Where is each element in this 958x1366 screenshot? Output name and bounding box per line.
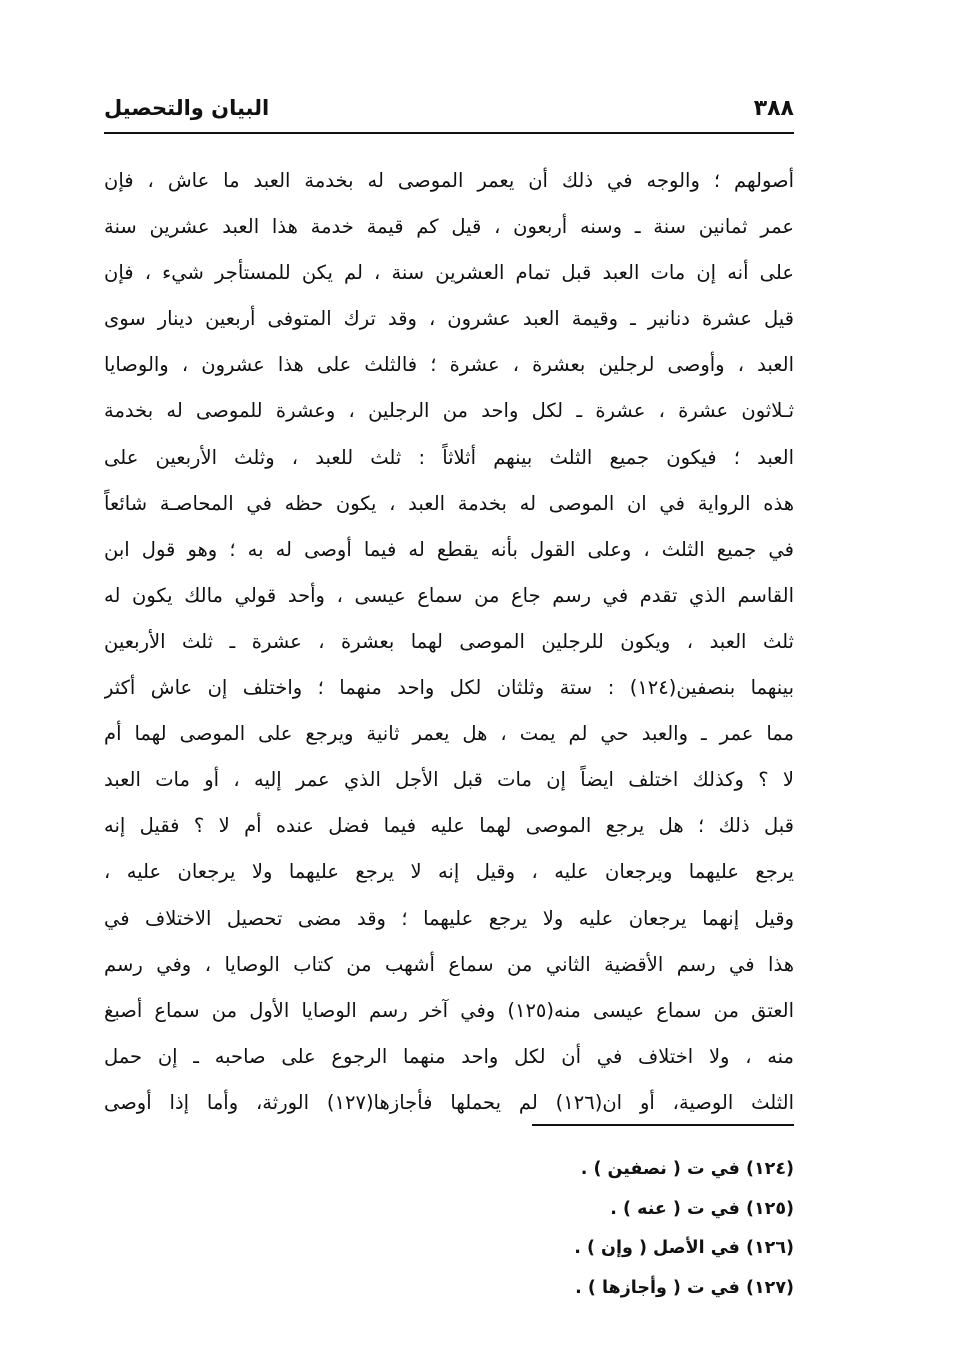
footnotes: [294, 1150, 794, 1308]
header-rule: [104, 132, 794, 134]
body-text: [104, 158, 794, 1126]
text-line: أصولهم ؛ والوجه في ذلك أن يعمر الموصى له بخدمة العبد ما عاش ، فإن: [104, 169, 794, 192]
text-line: بينهما بنصفين(١٢٤) : ستة وثلثان لكل واحد منهما ؛ واختلف إن عاش أكثر: [104, 676, 794, 700]
text-line: في جميع الثلث ، وعلى القول بأنه يقطع له فيما أوصى له به ؛ وهو قول ابن: [104, 537, 794, 561]
text-line: العبد ، وأوصى لرجلين بعشرة ، عشرة ؛ فالثلث على هذا عشرون ، والوصايا: [104, 353, 794, 377]
footnote-126: (١٢٦) في الأصل ( وإن ) .: [574, 1238, 794, 1258]
text-line: مما عمر ـ والعبد حي لم يمت ، هل يعمر ثانية ويرجع على الموصى لهما أم: [104, 722, 794, 746]
text-line: على أنه إن مات العبد قبل تمام العشرين سنة ، لم يكن للمستأجر شيء ، فإن: [104, 261, 794, 285]
text-line: قيل عشرة دنانير ـ وقيمة العبد عشرون ، وقد ترك المتوفى أربعين دينار سوى: [104, 307, 794, 331]
text-line: القاسم الذي تقدم في رسم جاع من سماع عيسى ، وأحد قولي مالك يكون له: [104, 583, 794, 607]
page-header: [104, 96, 794, 130]
footnote-rule: [532, 1124, 794, 1126]
text-line: عمر ثمانين سنة ـ وسنه أربعون ، قيل كم قيمة خدمة هذا العبد عشرين سنة: [104, 215, 794, 239]
footnote-127: (١٢٧) في ت ( وأجازها ) .: [575, 1277, 794, 1298]
text-line: وقيل إنهما يرجعان عليه ولا يرجع عليهما ؛ وقد مضى تحصيل الاختلاف في: [104, 906, 794, 930]
text-line: ثـلاثون عشرة ، عشرة ـ لكل واحد من الرجلين ، وعشرة للموصى له بخدمة: [104, 399, 794, 423]
footnote-125: (١٢٥) في ت ( عنه ) .: [610, 1198, 794, 1219]
text-line: لا ؟ وكذلك اختلف ايضاً إن مات قبل الأجل الذي عمر إليه ، أو مات العبد: [104, 768, 794, 792]
text-line: قبل ذلك ؛ هل يرجع الموصى لهما عليه فيما فضل عنده أم لا ؟ فقيل إنه: [104, 814, 794, 838]
text-line: ثلث العبد ، ويكون للرجلين الموصى لهما بعشرة ، عشرة ـ ثلث الأربعين: [104, 629, 794, 653]
text-line: العتق من سماع عيسى منه(١٢٥) وفي آخر رسم الوصايا الأول من سماع أصبغ: [104, 998, 794, 1022]
footnote-124: (١٢٤) في ت ( نصفين ) .: [580, 1159, 794, 1179]
text-line: هذا في رسم الأقضية الثاني من سماع أشهب من كتاب الوصايا ، وفي رسم: [104, 952, 794, 976]
text-line: الثلث الوصية، أو ان(١٢٦) لم يحملها فأجازها(١٢٧) الورثة، وأما إذا أوصى: [104, 1090, 794, 1114]
text-line: هذه الرواية في ان الموصى له بخدمة العبد ، يكون حظه في المحاصـة شائعاً: [104, 491, 794, 515]
text-line: منه ، ولا اختلاف في أن لكل واحد منهما الرجوع على صاحبه ـ إن حمل: [104, 1044, 794, 1068]
text-line: العبد ؛ فيكون جميع الثلث بينهم أثلاثاً : ثلث للعبد ، وثلث الأربعين على: [104, 445, 794, 469]
running-title: البيان والتحصيل: [104, 96, 270, 120]
text-line: يرجع عليهما ويرجعان عليه ، وقيل إنه لا يرجع عليهما ولا يرجعان عليه ،: [104, 860, 794, 884]
page-number: ٣٨٨: [753, 96, 794, 121]
